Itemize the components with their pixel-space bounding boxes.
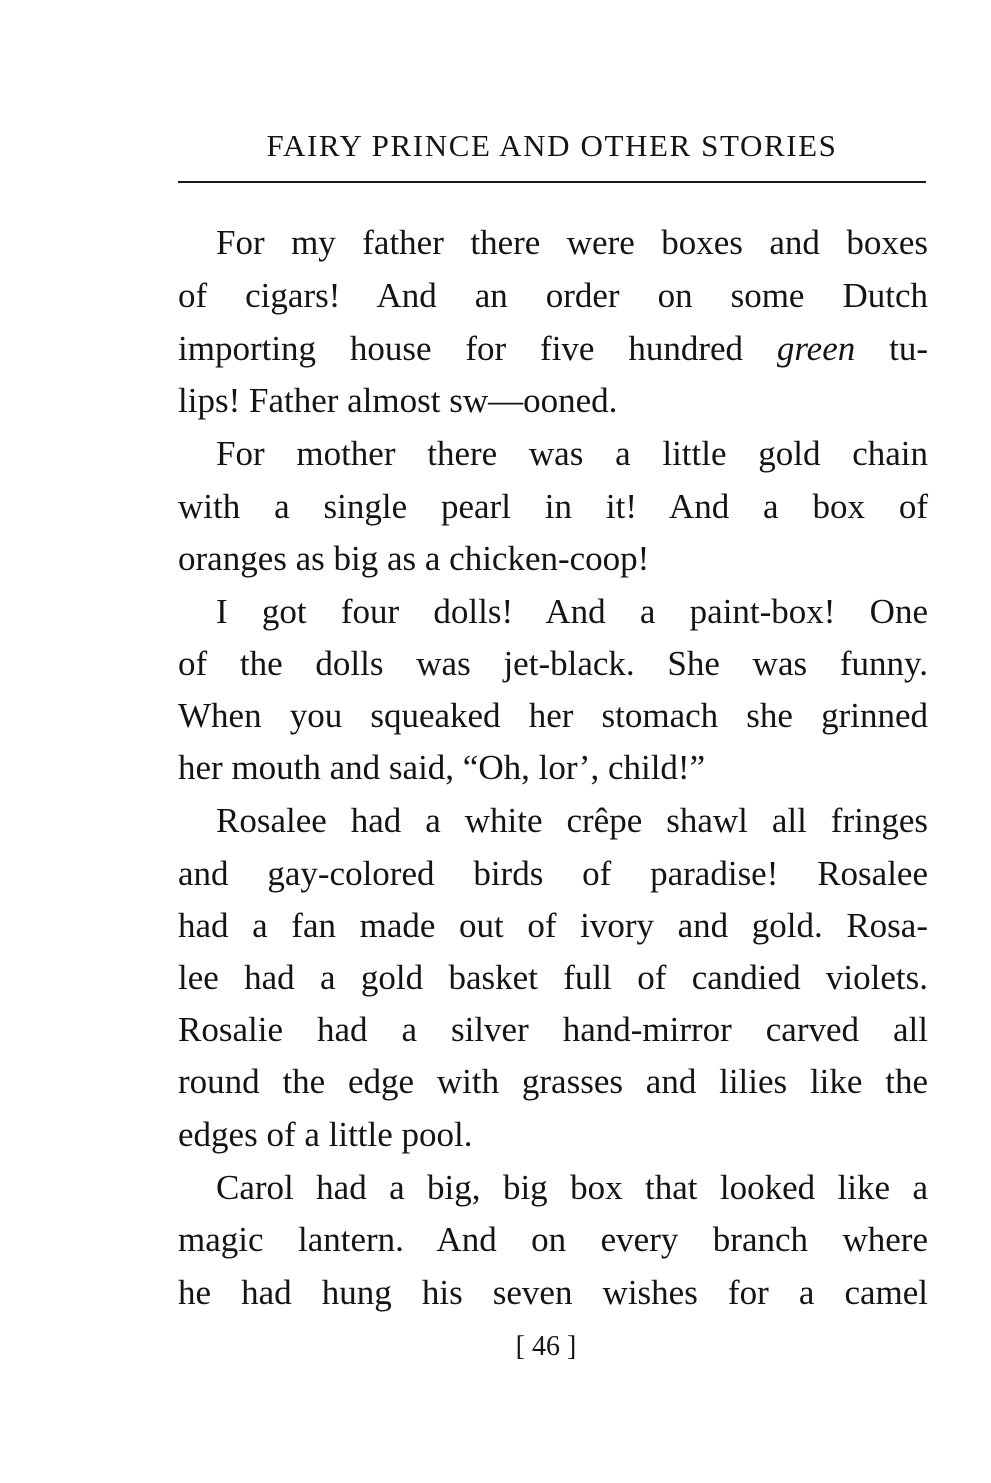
text-line: round the edge with grasses and lilies like the <box>178 1062 928 1101</box>
running-head: FAIRY PRINCE AND OTHER STORIES <box>266 128 838 163</box>
text-line: oranges as big as a chicken-coop! <box>178 539 650 578</box>
text-line: Carol had a big, big box that looked like a <box>216 1168 928 1207</box>
text-line: and gay-colored birds of paradise! Rosalee <box>178 854 928 893</box>
header-rule <box>178 181 926 183</box>
text-line: magic lantern. And on every branch where <box>178 1220 928 1259</box>
text-line: of the dolls was jet-black. She was funny. <box>178 644 928 683</box>
text-line: lee had a gold basket full of candied violets. <box>178 958 928 997</box>
text-line: of cigars! And an order on some Dutch <box>178 276 928 315</box>
text-line: with a single pearl in it! And a box of <box>178 487 928 526</box>
text-line: For mother there was a little gold chain <box>216 434 928 473</box>
text-line: her mouth and said, “Oh, lor’, child!” <box>178 748 706 787</box>
text-line: When you squeaked her stomach she grinned <box>178 696 928 735</box>
text-line: I got four dolls! And a paint-box! One <box>216 592 928 631</box>
text-line: lips! Father almost sw—ooned. <box>178 381 618 420</box>
page-number: [ 46 ] <box>515 1331 577 1362</box>
text-line: For my father there were boxes and boxes <box>216 223 928 262</box>
text-line: importing house for five hundred green tu- <box>178 329 928 368</box>
text-line: had a fan made out of ivory and gold. Rosa- <box>178 906 928 945</box>
text-line: edges of a little pool. <box>178 1115 473 1154</box>
text-line: Rosalee had a white crêpe shawl all fringes <box>216 801 928 840</box>
text-line: Rosalie had a silver hand-mirror carved all <box>178 1010 928 1049</box>
emphasized-word: green <box>776 329 856 368</box>
text-line: he had hung his seven wishes for a camel <box>178 1273 928 1312</box>
